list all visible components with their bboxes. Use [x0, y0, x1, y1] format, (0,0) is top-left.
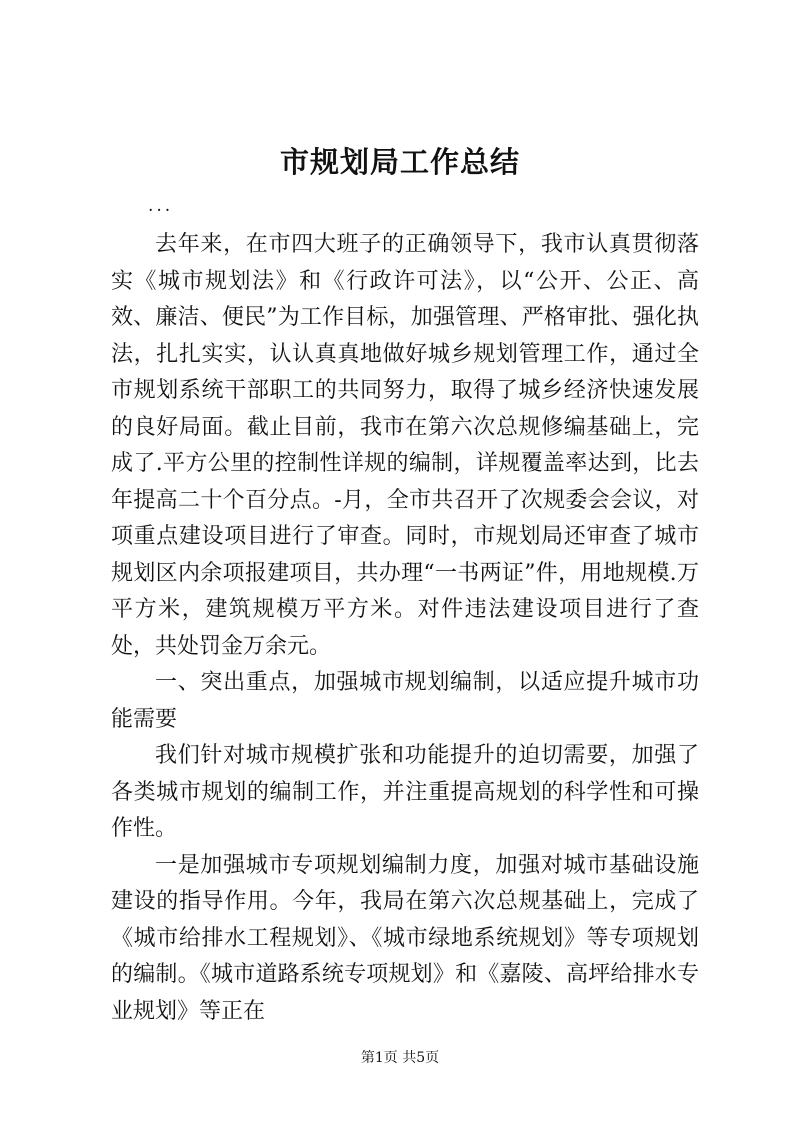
ellipsis-marker: ...	[148, 196, 174, 216]
section-heading: 一、突出重点，加强城市规划编制，以适应提升城市功能需要	[111, 670, 699, 732]
paragraph-intro: 去年来，在市四大班子的正确领导下，我市认真贯彻落实《城市规划法》和《行政许可法》，以“公开、公正、高效、廉洁、便民”为工作目标，加强管理、严格审批、强化执法，扎扎实实，认认真真地做好城乡规划管理工作，通过全市规划系统干部职工的共同努力，取得了城乡经济快速发展的良好局面。截止目前，我市在第六次总规修编基础上，完成了.平方公里的控制性详规的编制，详规覆盖率达到，比去年提高二十个百分点。-月，全市共召开了次规委会会议，对项重点建设项目进行了审查。同时，市规划局还审查了城市规划区内余项报建项目，共办理“一书两证”件，用地规模.万平方米，建筑规模万平方米。对件违法建设项目进行了查处，共处罚金万余元。	[111, 232, 699, 659]
body-text	[111, 227, 699, 1030]
page-title: 市规划局工作总结	[279, 145, 520, 179]
paragraph-special-planning: 一是加强城市专项规划编制力度，加强对城市基础设施建设的指导作用。今年，我局在第六次总规基础上，完成了《城市给排水工程规划》、《城市绿地系统规划》等专项规划的编制。《城市道路系统专项规划》和《嘉陵、高坪给排水专业规划》等正在	[111, 852, 699, 1024]
paragraph-planning: 我们针对城市规模扩张和功能提升的迫切需要，加强了各类城市规划的编制工作，并注重提高规划的科学性和可操作性。	[111, 743, 699, 841]
page-footer: 第1页 共5页	[360, 1050, 440, 1066]
